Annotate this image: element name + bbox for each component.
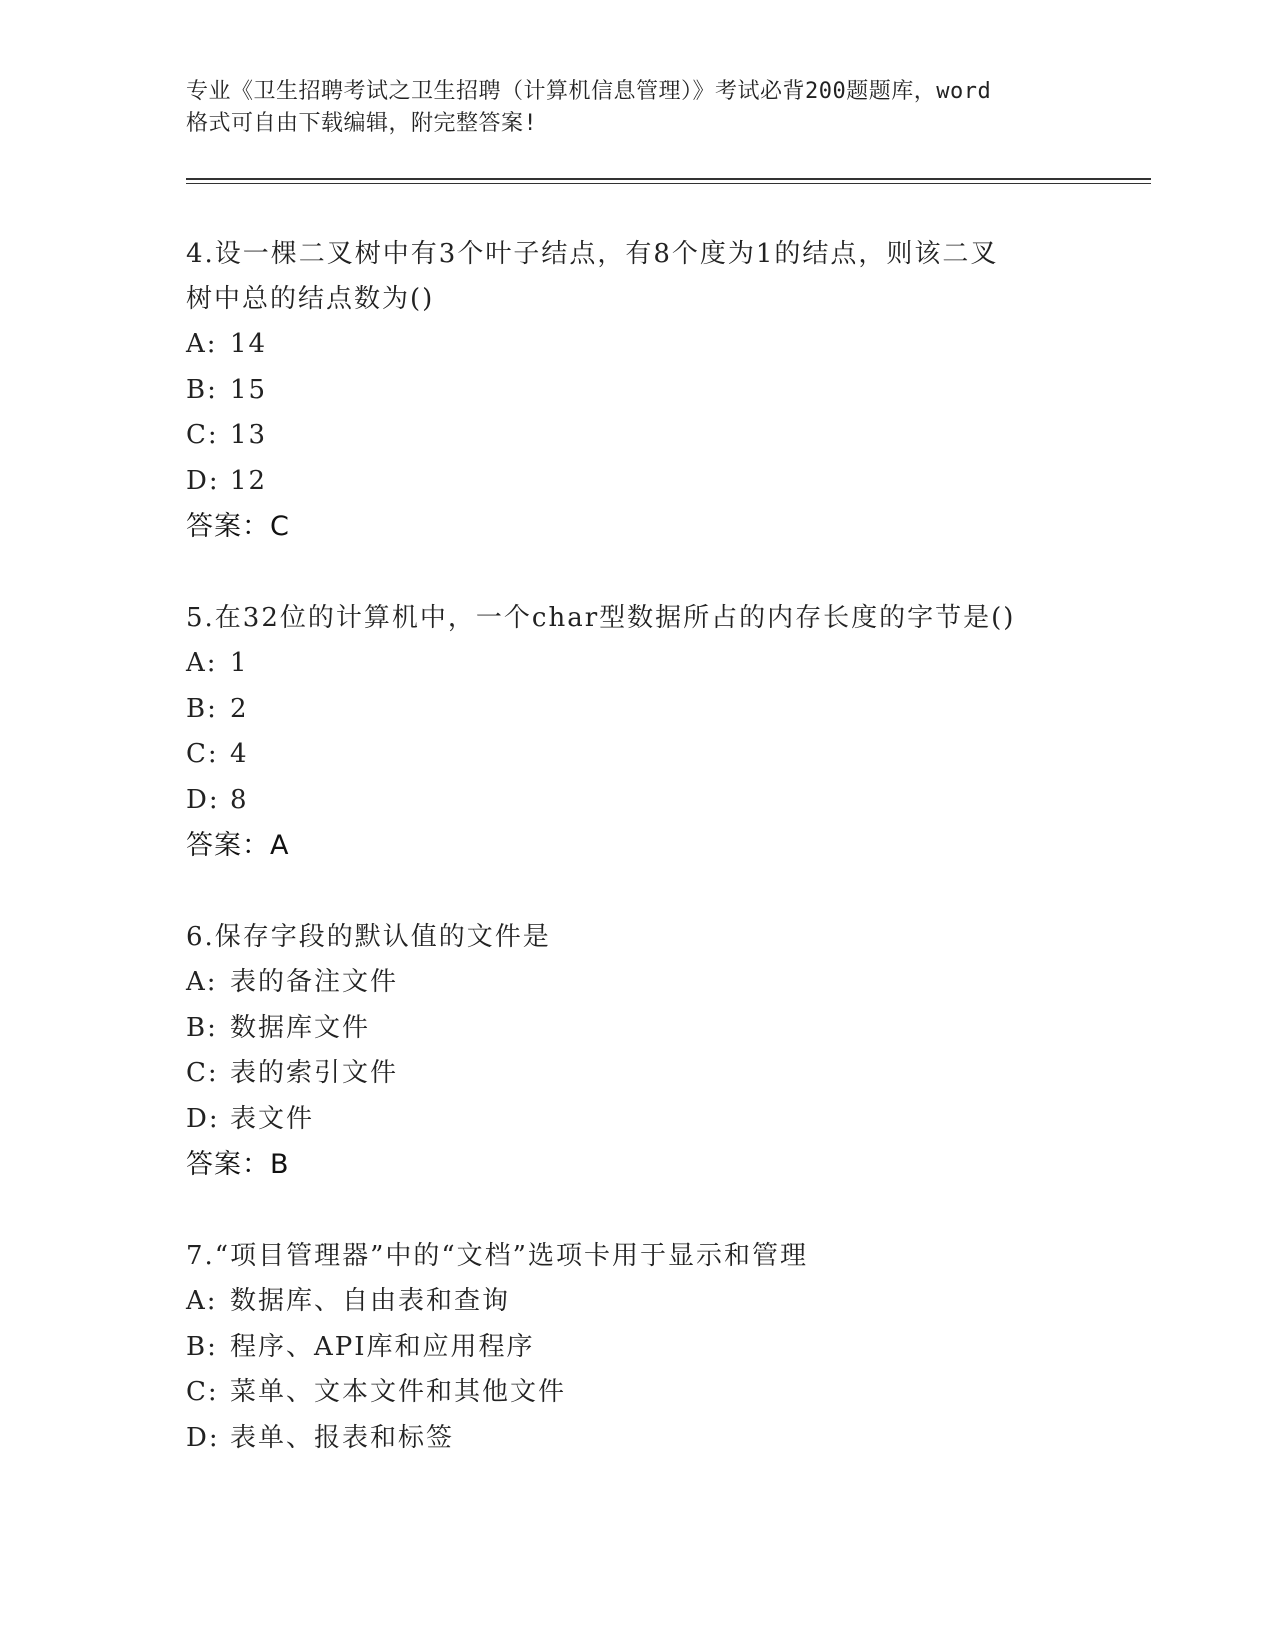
answer: 答案：B [186, 1149, 290, 1180]
question-text-line-1: 7.“项目管理器”中的“文档”选项卡用于显示和管理 [186, 1241, 808, 1271]
option-b [186, 1006, 1086, 1052]
option-label: C: [186, 1058, 219, 1088]
option-text: 2 [230, 693, 249, 724]
option-d [186, 1416, 1086, 1462]
header-divider-thin [186, 183, 1151, 184]
option-c [186, 1370, 1086, 1416]
option-c [186, 413, 1086, 459]
question-text [186, 915, 1086, 960]
option-a [186, 960, 1086, 1006]
option-text: 程序、API库和应用程序 [230, 1331, 535, 1362]
option-text: 13 [230, 420, 268, 450]
question-text [186, 1234, 1086, 1279]
option-c [186, 732, 1086, 778]
option-c [186, 1051, 1086, 1097]
option-b [186, 687, 1086, 733]
option-text: 15 [230, 374, 268, 405]
option-a [186, 641, 1086, 687]
option-label: C: [186, 420, 219, 450]
question-7 [186, 1234, 1086, 1461]
option-label: D: [186, 784, 220, 815]
option-text: 14 [230, 329, 268, 359]
option-label: D: [186, 465, 220, 496]
option-label: C: [186, 739, 219, 769]
option-label: D: [186, 1103, 220, 1134]
option-text: 8 [230, 784, 249, 815]
option-label: A: [186, 329, 218, 359]
option-text: 表的备注文件 [230, 967, 399, 997]
option-d [186, 778, 1086, 824]
option-text: 表文件 [230, 1103, 315, 1134]
option-b [186, 368, 1086, 414]
header-line-1: 专业《卫生招聘考试之卫生招聘（计算机信息管理）》考试必背200题题库，word [186, 79, 992, 104]
question-6 [186, 915, 1086, 1187]
document-header [186, 76, 1086, 140]
option-label: C: [186, 1377, 219, 1407]
question-5 [186, 596, 1086, 868]
option-text: 数据库、自由表和查询 [230, 1286, 511, 1316]
question-text [186, 232, 1086, 322]
option-a [186, 322, 1086, 368]
option-label: B: [186, 374, 218, 405]
option-label: D: [186, 1422, 220, 1453]
option-text: 1 [230, 648, 249, 678]
option-label: A: [186, 967, 218, 997]
option-text: 表单、报表和标签 [230, 1422, 455, 1453]
option-text: 4 [230, 739, 249, 769]
option-d [186, 459, 1086, 505]
option-a [186, 1279, 1086, 1325]
option-text: 12 [230, 465, 268, 496]
option-label: B: [186, 1012, 218, 1043]
option-label: B: [186, 1331, 218, 1362]
option-label: A: [186, 648, 218, 678]
option-d [186, 1097, 1086, 1143]
answer: 答案：C [186, 511, 290, 542]
answer: 答案：A [186, 830, 290, 861]
question-text [186, 596, 1086, 641]
question-text-line-1: 5.在32位的计算机中，一个char型数据所占的内存长度的字节是() [186, 603, 1016, 633]
option-text: 表的索引文件 [230, 1058, 399, 1088]
header-divider-thick [186, 178, 1151, 180]
option-b [186, 1325, 1086, 1371]
header-line-2: 格式可自由下载编辑，附完整答案! [186, 111, 538, 136]
option-label: B: [186, 693, 218, 724]
question-text-line-2: 树中总的结点数为() [186, 284, 435, 314]
option-text: 菜单、文本文件和其他文件 [230, 1377, 567, 1407]
question-4 [186, 232, 1086, 549]
option-label: A: [186, 1286, 218, 1316]
question-text-line-1: 6.保存字段的默认值的文件是 [186, 922, 551, 952]
question-text-line-1: 4.设一棵二叉树中有3个叶子结点，有8个度为1的结点，则该二叉 [186, 239, 999, 269]
option-text: 数据库文件 [230, 1012, 371, 1043]
